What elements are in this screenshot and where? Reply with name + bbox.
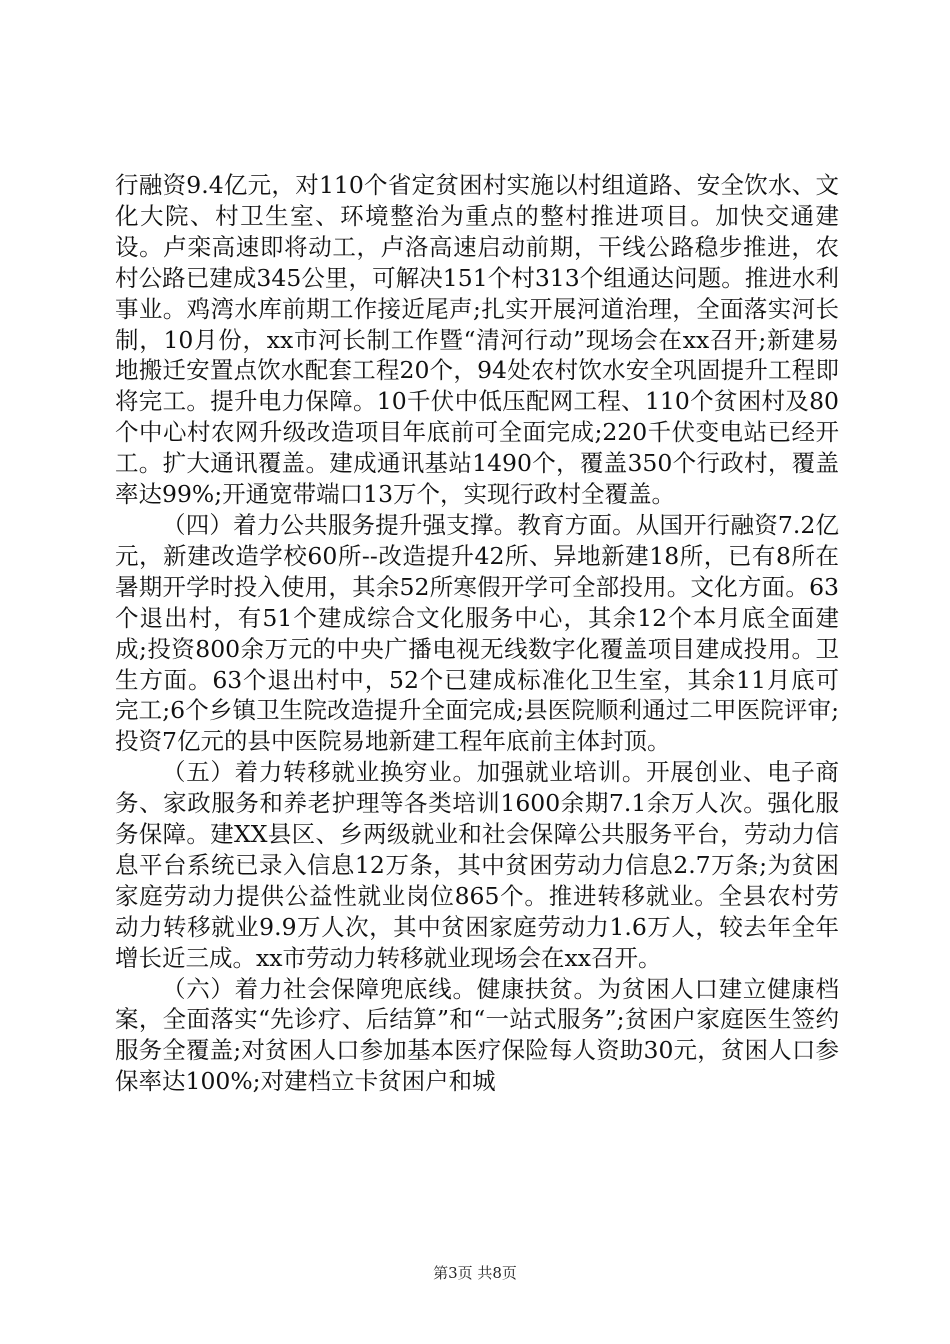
paragraph-section-5: （五）着力转移就业换穷业。加强就业培训。开展创业、电子商务、家政服务和养老护理等各类培训1600余期7.1余万人次。强化服务保障。建XX县区、乡两级就业和社会保障公共服务平台，劳动力信息平台系统已录入信息12万条，其中贫困劳动力信息2.7万条;为贫困家庭劳动力提供公益性就业岗位865个。推进转移就业。全县农村劳动力转移就业9.9万人次，其中贫困家庭劳动力1.6万人，较去年全年增长近三成。xx市劳动力转移就业现场会在xx召开。 (115, 758, 839, 972)
page-footer: 第3页 共8页 (433, 1264, 517, 1282)
paragraph-section-6: （六）着力社会保障兜底线。健康扶贫。为贫困人口建立健康档案，全面落实“先诊疗、后结算”和“一站式服务”;贫困户家庭医生签约服务全覆盖;对贫困人口参加基本医疗保险每人资助30元，贫困人口参保率达100%;对建档立卡贫困户和城 (115, 974, 839, 1096)
paragraph-continuation: 行融资9.4亿元，对110个省定贫困村实施以村组道路、安全饮水、文化大院、村卫生室、环境整治为重点的整村推进项目。加快交通建设。卢栾高速即将动工，卢洛高速启动前期，干线公路稳步推进，农村公路已建成345公里，可解决151个村313个组通达问题。推进水利事业。鸡湾水库前期工作接近尾声;扎实开展河道治理，全面落实河长制，10月份，xx市河长制工作暨“清河行动”现场会在xx召开;新建易地搬迁安置点饮水配套工程20个，94处农村饮水安全巩固提升工程即将完工。提升电力保障。10千伏中低压配网工程、110个贫困村及80个中心村农网升级改造项目年底前可全面完成;220千伏变电站已经开工。扩大通讯覆盖。建成通讯基站1490个，覆盖350个行政村，覆盖率达99%;开通宽带端口13万个，实现行政村全覆盖。 (115, 171, 839, 509)
paragraph-section-4: （四）着力公共服务提升强支撑。教育方面。从国开行融资7.2亿元，新建改造学校60所--改造提升42所、异地新建18所，已有8所在暑期开学时投入使用，其余52所寒假开学可全部投用。文化方面。63个退出村，有51个建成综合文化服务中心，其余12个本月底全面建成;投资800余万元的中央广播电视无线数字化覆盖项目建成投用。卫生方面。63个退出村中，52个已建成标准化卫生室，其余11月底可完工;6个乡镇卫生院改造提升全面完成;县医院顺利通过二甲医院评审;投资7亿元的县中医院易地新建工程年底前主体封顶。 (115, 510, 839, 756)
document-body (115, 170, 839, 1097)
